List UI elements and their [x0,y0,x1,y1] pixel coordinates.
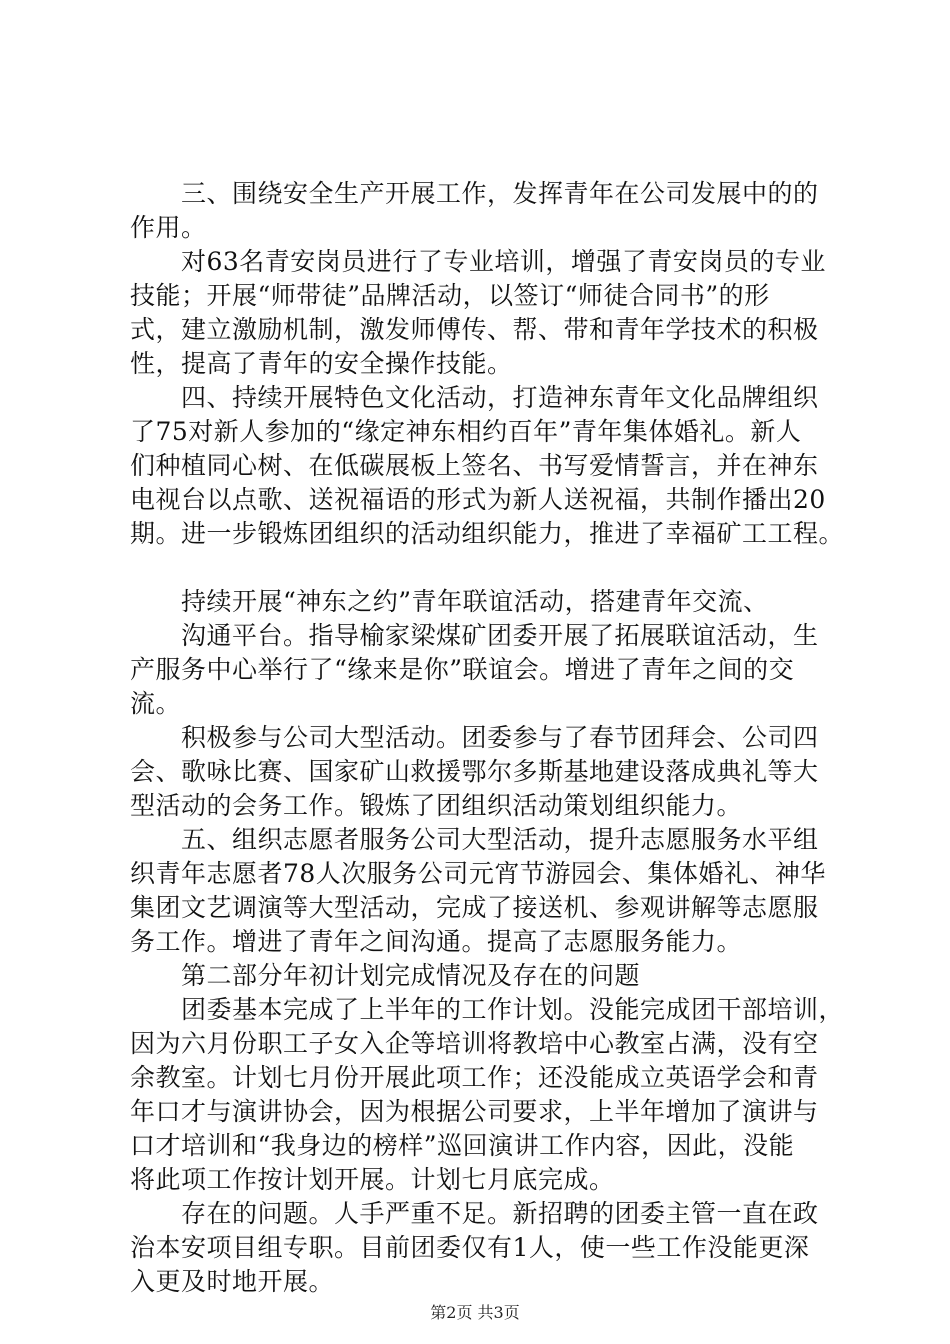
text-line: 年口才与演讲协会，因为根据公司要求，上半年增加了演讲与 [130,1097,819,1126]
text-line: 作用。 [130,213,207,242]
page-footer: 第2页 共3页 [430,1303,520,1322]
text-line: 沟通平台。指导榆家梁煤矿团委开展了拓展联谊活动，生 [130,621,819,650]
text-line: 存在的问题。人手严重不足。新招聘的团委主管一直在政 [130,1199,819,1228]
text-line: 第二部分年初计划完成情况及存在的问题 [130,961,641,990]
text-line: 们种植同心树、在低碳展板上签名、书写爱情誓言，并在神东 [130,451,819,480]
text-line: 团委基本完成了上半年的工作计划。没能完成团干部培训， [130,995,845,1024]
text-line: 四、持续开展特色文化活动，打造神东青年文化品牌组织 [130,383,819,412]
text-line: 积极参与公司大型活动。团委参与了春节团拜会、公司四 [130,723,819,752]
text-line: 对63名青安岗员进行了专业培训，增强了青安岗员的专业 [130,247,826,276]
text-line: 技能；开展“师带徒”品牌活动，以签订“师徒合同书”的形 [130,281,770,310]
text-line: 了75对新人参加的“缘定神东相约百年”青年集体婚礼。新人 [130,417,802,446]
text-line: 流。 [130,689,182,718]
text-line: 织青年志愿者78人次服务公司元宵节游园会、集体婚礼、神华 [130,859,826,888]
text-line: 余教室。计划七月份开展此项工作；还没能成立英语学会和青 [130,1063,819,1092]
text-line: 务工作。增进了青年之间沟通。提高了志愿服务能力。 [130,927,743,956]
text-line: 入更及时地开展。 [130,1267,335,1296]
text-line: 式，建立激励机制，激发师傅传、帮、带和青年学技术的积极 [130,315,819,344]
text-line: 因为六月份职工子女入企等培训将教培中心教室占满，没有空 [130,1029,819,1058]
text-line: 将此项工作按计划开展。计划七月底完成。 [130,1165,615,1194]
text-line: 口才培训和“我身边的榜样”巡回演讲工作内容，因此，没能 [130,1131,795,1160]
text-line: 电视台以点歌、送祝福语的形式为新人送祝福，共制作播出20 [130,485,826,514]
text-line: 型活动的会务工作。锻炼了团组织活动策划组织能力。 [130,791,743,820]
text-line: 五、组织志愿者服务公司大型活动，提升志愿服务水平组 [130,825,819,854]
text-line: 性，提高了青年的安全操作技能。 [130,349,513,378]
text-line: 会、歌咏比赛、国家矿山救援鄂尔多斯基地建设落成典礼等大 [130,757,819,786]
text-line: 持续开展“神东之约”青年联谊活动，搭建青年交流、 [130,587,769,616]
text-line: 期。进一步锻炼团组织的活动组织能力，推进了幸福矿工工程。 [130,519,845,548]
text-line: 治本安项目组专职。目前团委仅有1人，使一些工作没能更深 [130,1233,810,1262]
text-line: 产服务中心举行了“缘来是你”联谊会。增进了青年之间的交 [130,655,795,684]
text-line: 三、围绕安全生产开展工作，发挥青年在公司发展中的的 [130,179,819,208]
text-line: 集团文艺调演等大型活动，完成了接送机、参观讲解等志愿服 [130,893,819,922]
